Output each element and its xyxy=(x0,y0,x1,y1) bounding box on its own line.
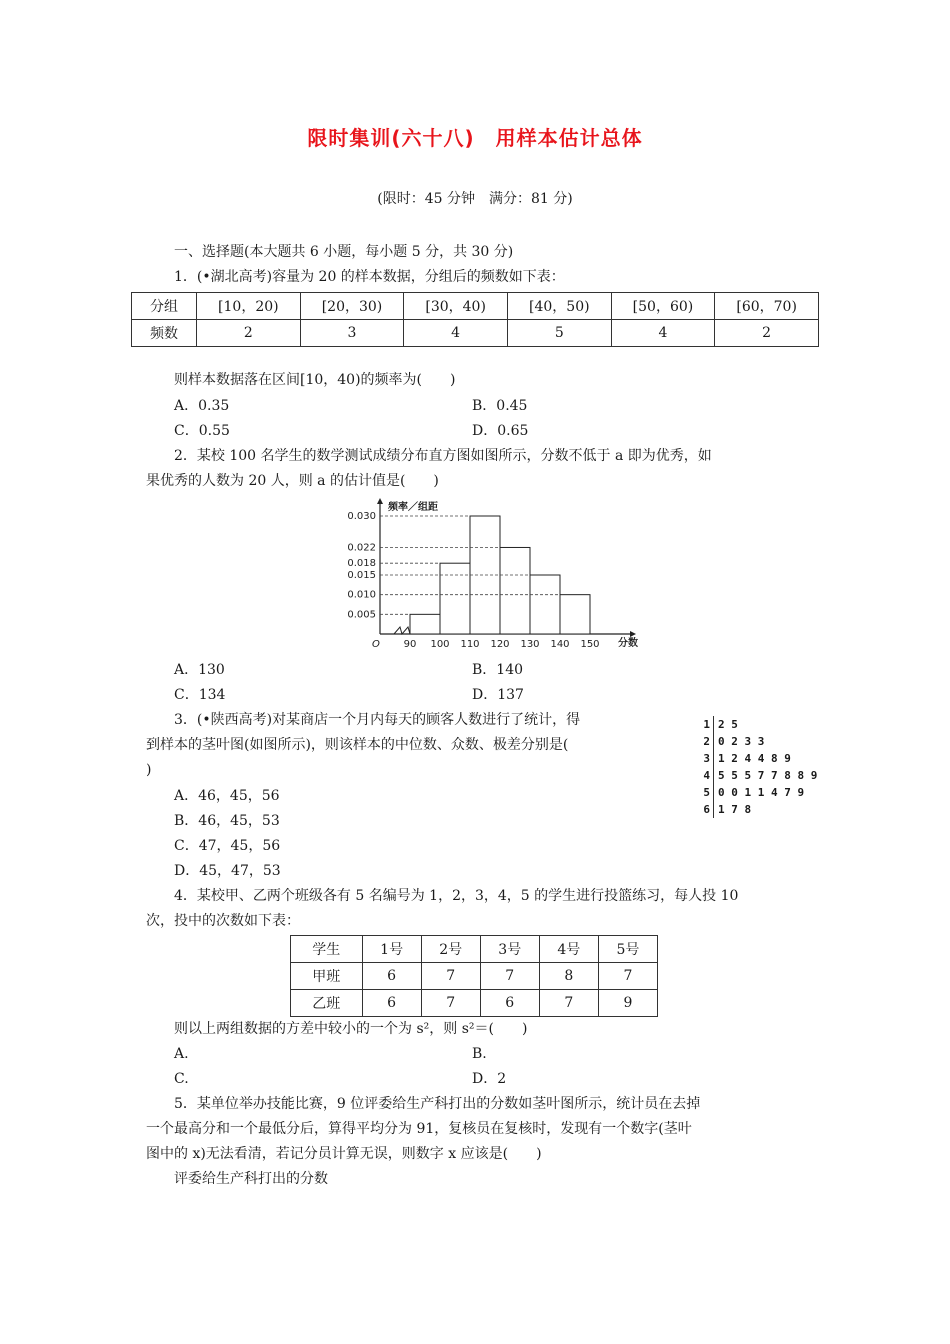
page-subtitle: (限时：45 分钟 满分：81 分) xyxy=(377,191,573,207)
stem-value: 5 xyxy=(702,784,714,801)
x-tick-label: 90 xyxy=(403,639,417,650)
table-cell: 分组 xyxy=(132,293,197,320)
y-axis-arrow xyxy=(377,498,383,504)
table-cell: [40，50) xyxy=(507,293,611,320)
q1-option-a: A．0.35 xyxy=(174,398,230,414)
table-cell: 频数 xyxy=(132,320,197,347)
y-axis-label: 频率／组距 xyxy=(388,502,438,513)
table-cell: [50，60) xyxy=(611,293,715,320)
leaf-values: 2 5 xyxy=(718,718,738,731)
table-cell: 6 xyxy=(480,990,539,1017)
stem-value: 2 xyxy=(702,733,714,750)
q1-stem: 1．(•湖北高考)容量为 20 的样本数据，分组后的频数如下表： xyxy=(174,269,565,285)
q4-option-d: D．2 xyxy=(472,1071,507,1087)
stem-value: 6 xyxy=(702,801,714,818)
q1-table-row xyxy=(132,320,819,347)
table-cell: 7 xyxy=(480,963,539,990)
q5-line3: 图中的 x)无法看清，若记分员计算无误，则数字 x 应该是( ) xyxy=(146,1146,542,1162)
table-cell: 4 xyxy=(404,320,508,347)
x-tick-label: 150 xyxy=(580,639,600,650)
x-axis-arrow xyxy=(630,631,636,637)
q2-option-b: B．140 xyxy=(472,662,524,678)
q3-stem-line2: 到样本的茎叶图(如图所示)，则该样本的中位数、众数、极差分别是( xyxy=(146,737,569,753)
table-cell: 4 xyxy=(611,320,715,347)
stem-leaf-row xyxy=(702,767,817,784)
y-tick-label: 0.018 xyxy=(347,558,376,570)
table-cell: 甲班 xyxy=(291,963,363,990)
q1-question: 则样本数据落在区间[10，40)的频率为( ) xyxy=(174,372,456,388)
q2-option-c: C．134 xyxy=(174,687,226,703)
table-cell: [60，70) xyxy=(715,293,819,320)
leaf-values: 1 2 4 4 8 9 xyxy=(718,752,791,765)
stem-value: 4 xyxy=(702,767,714,784)
q4-option-a: A. xyxy=(174,1046,189,1062)
origin-label: O xyxy=(372,639,380,650)
q3-stem-line3: ) xyxy=(146,762,152,778)
table-cell: 乙班 xyxy=(291,990,363,1017)
q2-option-d: D．137 xyxy=(472,687,524,703)
y-tick-label: 0.010 xyxy=(347,589,376,601)
histogram-bar xyxy=(410,614,440,634)
stem-leaf-row xyxy=(702,716,817,733)
q3-option-d: D．45，47，53 xyxy=(174,863,281,879)
q3-option-c: C．47，45，56 xyxy=(174,838,281,854)
frequency-histogram xyxy=(330,496,640,656)
q2-stem-line1: 2．某校 100 名学生的数学测试成绩分布直方图如图所示，分数不低于 a 即为优秀，如 xyxy=(174,448,712,464)
section-heading: 一、选择题(本大题共 6 小题，每小题 5 分，共 30 分) xyxy=(174,244,514,260)
q5-line1: 5．某单位举办技能比赛，9 位评委给生产科打出的分数如茎叶图所示，统计员在去掉 xyxy=(174,1096,701,1112)
q5-caption: 评委给生产科打出的分数 xyxy=(174,1171,328,1187)
histogram-bar xyxy=(530,575,560,634)
table-cell: 9 xyxy=(598,990,657,1017)
q3-option-b: B．46，45，53 xyxy=(174,813,280,829)
x-tick-label: 100 xyxy=(430,639,450,650)
q1-option-d: D．0.65 xyxy=(472,423,529,439)
axis-break xyxy=(394,627,410,634)
table-cell: 6 xyxy=(362,963,421,990)
table-row xyxy=(291,990,658,1017)
x-tick-label: 130 xyxy=(520,639,540,650)
table-row xyxy=(291,936,658,963)
q4-table xyxy=(290,935,658,1017)
table-cell: 2号 xyxy=(421,936,480,963)
leaf-values: 5 5 5 7 7 8 8 9 xyxy=(718,769,818,782)
y-tick-label: 0.030 xyxy=(347,511,376,522)
histogram-bar xyxy=(500,547,530,634)
x-tick-label: 140 xyxy=(550,639,570,650)
table-cell: 3号 xyxy=(480,936,539,963)
stem-leaf-plot xyxy=(702,716,817,818)
y-tick-label: 0.022 xyxy=(347,542,376,554)
y-tick-label: 0.015 xyxy=(347,570,376,581)
q4-option-c: C. xyxy=(174,1071,189,1087)
q1-table-header xyxy=(132,293,819,320)
histogram-bar xyxy=(560,595,590,634)
table-cell: 7 xyxy=(421,990,480,1017)
stem-leaf-row xyxy=(702,784,817,801)
page-title: 限时集训(六十八) 用样本估计总体 xyxy=(307,126,643,150)
q4-option-b: B. xyxy=(472,1046,487,1062)
table-cell: 2 xyxy=(197,320,301,347)
x-tick-label: 110 xyxy=(460,639,480,650)
q4-question: 则以上两组数据的方差中较小的一个为 s²，则 s²＝( ) xyxy=(174,1021,528,1037)
stem-value: 3 xyxy=(702,750,714,767)
table-cell: 4号 xyxy=(539,936,598,963)
table-cell: [30，40) xyxy=(404,293,508,320)
stem-value: 1 xyxy=(702,716,714,733)
table-cell: [20，30) xyxy=(300,293,404,320)
q1-table xyxy=(131,292,819,347)
y-tick-label: 0.005 xyxy=(347,609,376,621)
table-cell: 1号 xyxy=(362,936,421,963)
q3-stem-line1: 3．(•陕西高考)对某商店一个月内每天的顾客人数进行了统计，得 xyxy=(174,712,581,728)
table-cell: 7 xyxy=(421,963,480,990)
q4-stem-line1: 4．某校甲、乙两个班级各有 5 名编号为 1，2，3，4，5 的学生进行投篮练习，每人投 10 xyxy=(174,888,739,904)
histogram-bar xyxy=(440,563,470,634)
table-cell: 6 xyxy=(362,990,421,1017)
x-axis-label: 分数 xyxy=(618,638,638,649)
table-cell: [10，20) xyxy=(197,293,301,320)
q1-option-c: C．0.55 xyxy=(174,423,230,439)
table-cell: 5 xyxy=(507,320,611,347)
leaf-values: 0 2 3 3 xyxy=(718,735,765,748)
table-row xyxy=(291,963,658,990)
stem-leaf-row xyxy=(702,750,817,767)
stem-leaf-row xyxy=(702,801,817,818)
q3-option-a: A．46，45，56 xyxy=(174,788,280,804)
q4-stem-line2: 次，投中的次数如下表： xyxy=(146,913,300,929)
table-cell: 8 xyxy=(539,963,598,990)
leaf-values: 0 0 1 1 4 7 9 xyxy=(718,786,805,799)
q5-line2: 一个最高分和一个最低分后，算得平均分为 91，复核员在复核时，发现有一个数字(茎叶 xyxy=(146,1121,692,1137)
q2-option-a: A．130 xyxy=(174,662,225,678)
q2-stem-line2: 果优秀的人数为 20 人，则 a 的估计值是( ) xyxy=(146,473,439,489)
table-cell: 7 xyxy=(539,990,598,1017)
stem-leaf-row xyxy=(702,733,817,750)
table-cell: 2 xyxy=(715,320,819,347)
q1-option-b: B．0.45 xyxy=(472,398,528,414)
leaf-values: 1 7 8 xyxy=(718,803,752,816)
table-cell: 7 xyxy=(598,963,657,990)
table-cell: 5号 xyxy=(598,936,657,963)
table-cell: 学生 xyxy=(291,936,363,963)
x-tick-label: 120 xyxy=(490,639,510,650)
table-cell: 3 xyxy=(300,320,404,347)
